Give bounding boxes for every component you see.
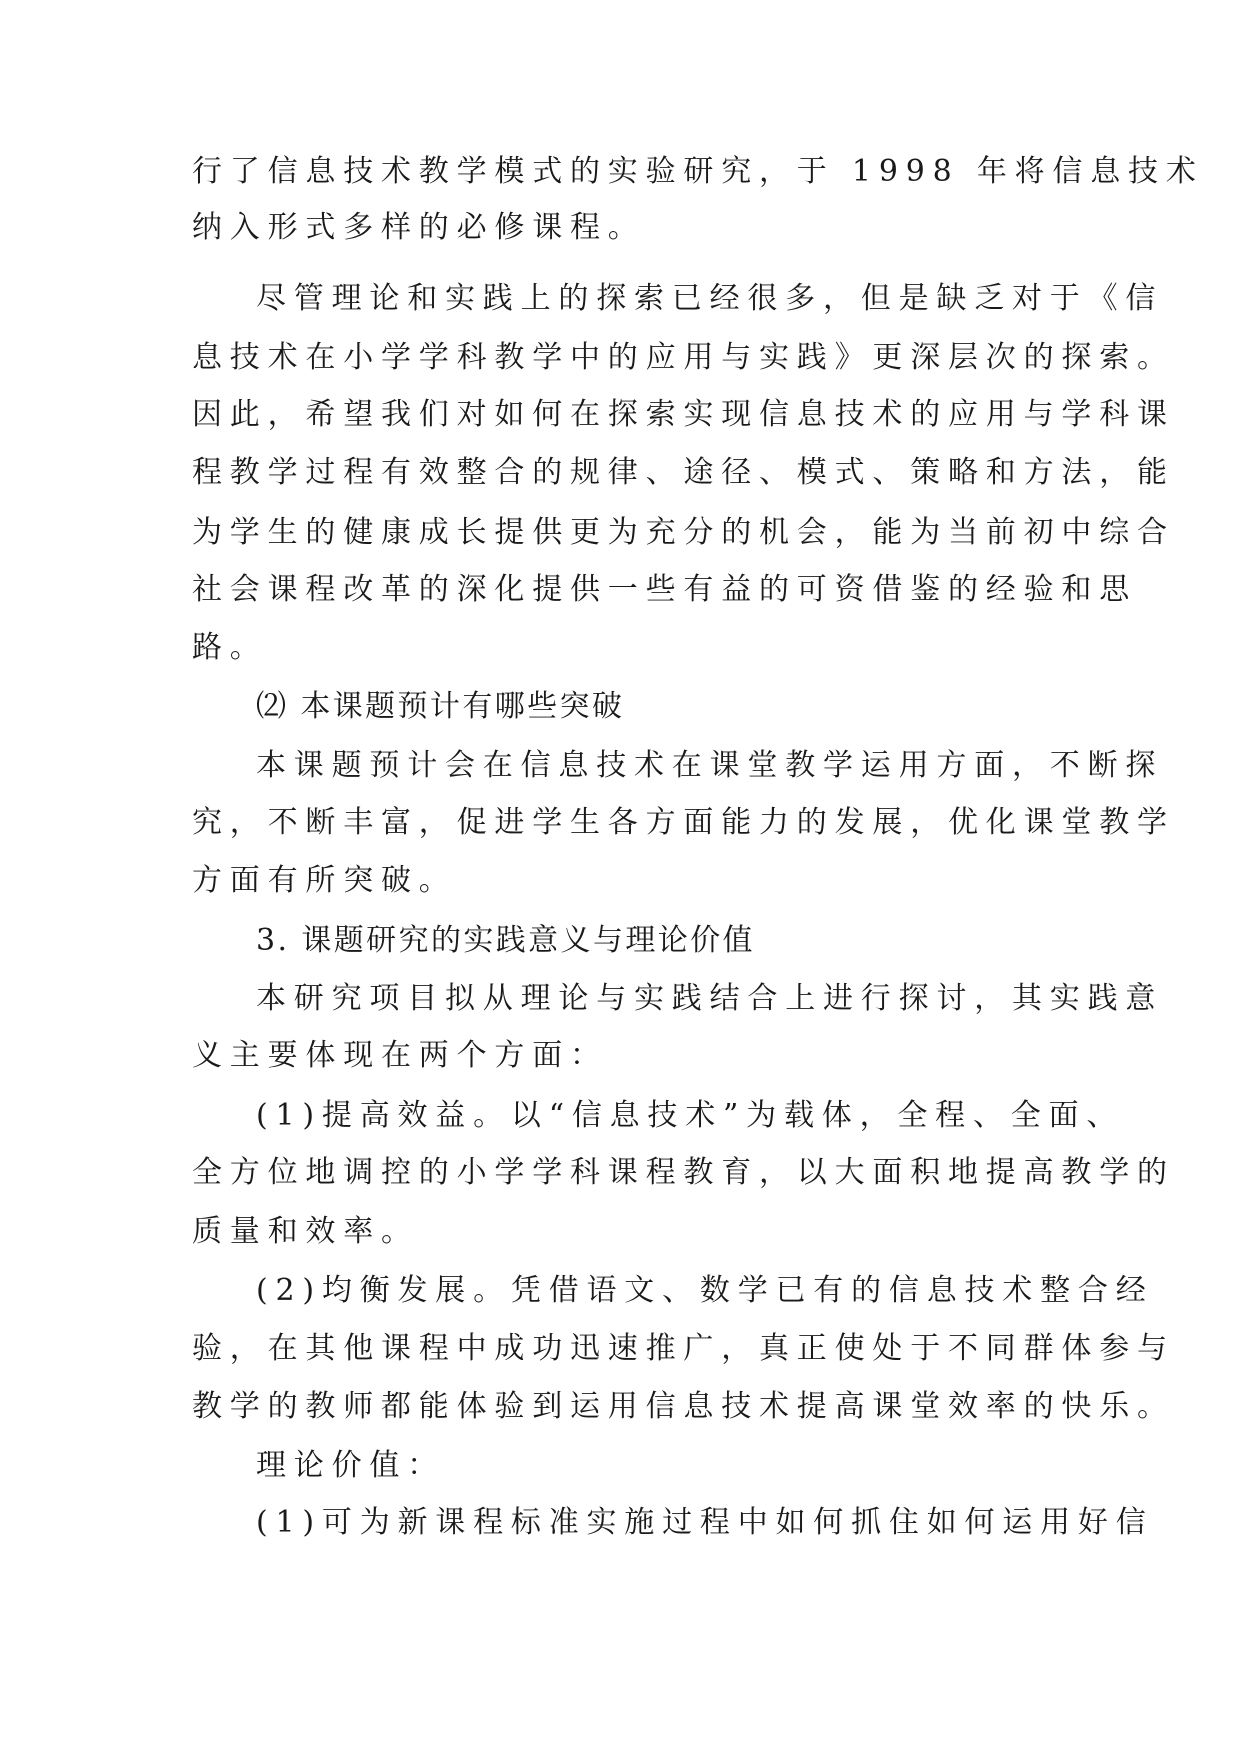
paragraph-line: 义主要体现在两个方面：	[192, 1038, 608, 1073]
paragraph-line: 行了信息技术教学模式的实验研究，于 1998 年将信息技术	[192, 154, 1204, 189]
paragraph-line: 教学的教师都能体验到运用信息技术提高课堂效率的快乐。	[192, 1389, 1175, 1424]
paragraph-line: 社会课程改革的深化提供一些有益的可资借鉴的经验和思	[192, 572, 1137, 607]
paragraph-line: 方面有所突破。	[192, 863, 457, 898]
paragraph-line: 本课题预计会在信息技术在课堂教学运用方面，不断探	[256, 748, 1164, 783]
paragraph-line: 质量和效率。	[192, 1214, 419, 1249]
section-heading: ⑵ 本课题预计有哪些突破	[256, 689, 625, 724]
section-heading: 3. 课题研究的实践意义与理论价值	[256, 923, 755, 958]
paragraph-line: (1)可为新课程标准实施过程中如何抓住如何运用好信	[256, 1505, 1154, 1540]
paragraph-line: 纳入形式多样的必修课程。	[192, 210, 646, 245]
paragraph-line: 因此，希望我们对如何在探索实现信息技术的应用与学科课	[192, 397, 1175, 432]
paragraph-line: 尽管理论和实践上的探索已经很多，但是缺乏对于《信	[256, 281, 1164, 316]
paragraph-line: 验，在其他课程中成功迅速推广，真正使处于不同群体参与	[192, 1331, 1175, 1366]
paragraph-line: (2)均衡发展。凭借语文、数学已有的信息技术整合经	[256, 1273, 1154, 1308]
paragraph-line: 程教学过程有效整合的规律、途径、模式、策略和方法，能	[192, 455, 1175, 490]
paragraph-line: 息技术在小学学科教学中的应用与实践》更深层次的探索。	[192, 340, 1175, 375]
paragraph-line: (1)提高效益。以“信息技术”为载体，全程、全面、	[256, 1098, 1125, 1133]
paragraph-line: 路。	[192, 630, 268, 665]
paragraph-line: 本研究项目拟从理论与实践结合上进行探讨，其实践意	[256, 981, 1164, 1016]
paragraph-line: 为学生的健康成长提供更为充分的机会，能为当前初中综合	[192, 515, 1175, 550]
paragraph-line: 理论价值：	[256, 1448, 445, 1483]
paragraph-line: 究，不断丰富，促进学生各方面能力的发展，优化课堂教学	[192, 805, 1175, 840]
paragraph-line: 全方位地调控的小学学科课程教育，以大面积地提高教学的	[192, 1155, 1175, 1190]
